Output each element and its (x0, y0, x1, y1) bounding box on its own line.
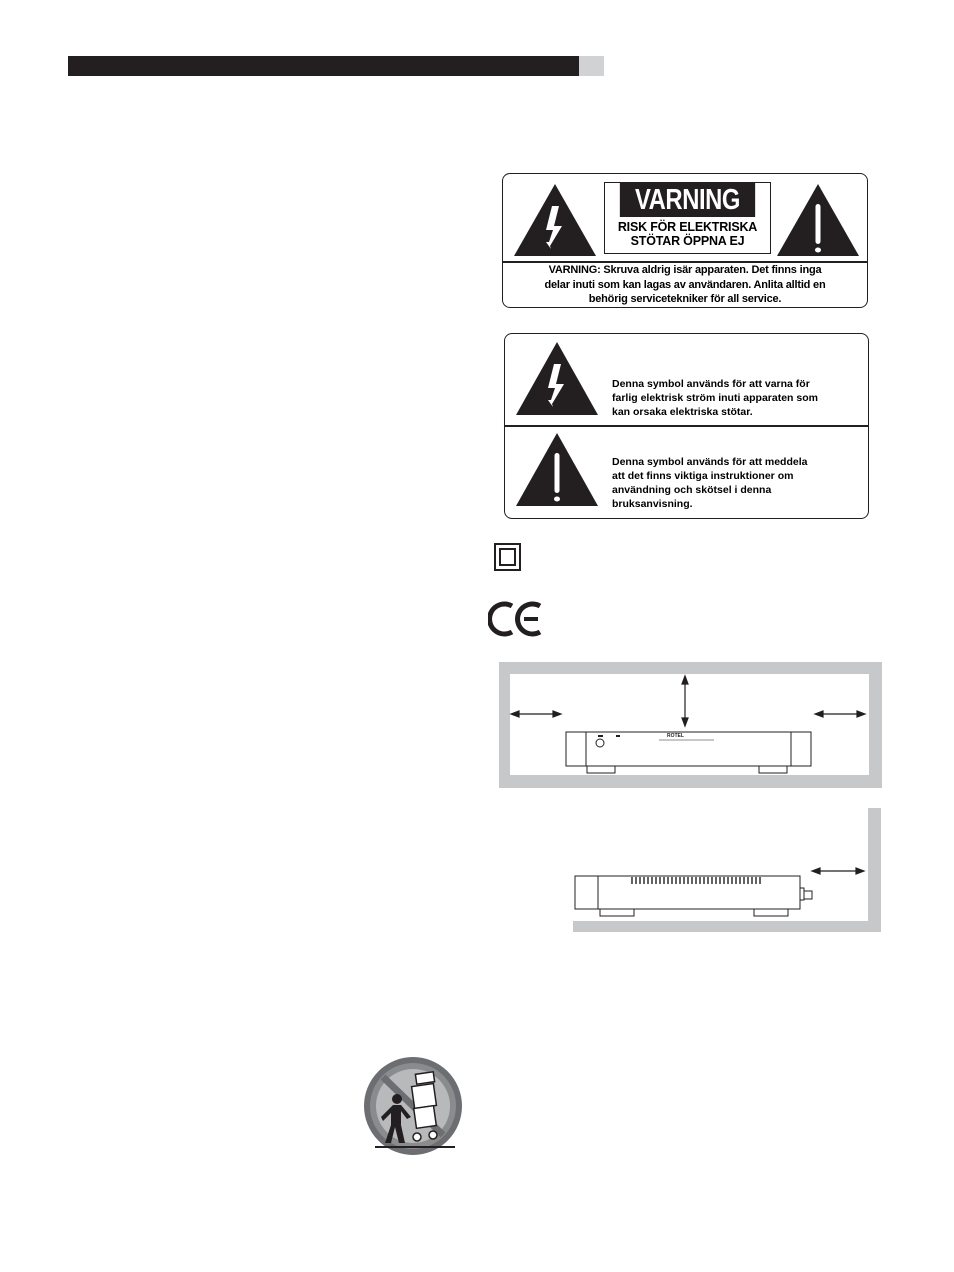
lightning-description-line-1: Denna symbol används för att varna för (612, 378, 810, 390)
exclamation-triangle-icon (775, 182, 861, 258)
warning-text-line-3: behörig servicetekniker för all service. (588, 293, 782, 305)
varning-subtitle-2: STÖTAR ÖPPNA EJ (630, 234, 745, 248)
warning-text (507, 263, 863, 307)
symbol-legend (504, 333, 869, 519)
warning-label (502, 173, 868, 308)
varning-title: VARNING (620, 183, 755, 217)
clearance-arrow-top (682, 676, 688, 726)
lightning-description-line-3: kan orsaka elektriska stötar. (612, 406, 753, 418)
double-insulation-icon (494, 543, 521, 571)
legend-divider (505, 425, 868, 427)
header-tab (579, 56, 604, 76)
exclamation-description-line-1: Denna symbol används för att meddela (612, 456, 808, 468)
varning-subtitle-1: RISK FÖR ELEKTRISKA (617, 220, 758, 234)
exclamation-description-line-3: användning och skötsel i denna (612, 484, 772, 496)
exclamation-description-line-4: bruksanvisning. (612, 498, 693, 510)
no-cart-tipping-icon (361, 1055, 465, 1157)
exclamation-triangle-icon (514, 431, 600, 508)
warning-text-line-1: VARNING: Skruva aldrig isär apparaten. Det finns inga (548, 264, 822, 276)
front-clearance-diagram (499, 662, 882, 788)
lightning-triangle-icon (514, 340, 600, 417)
exclamation-description (612, 455, 862, 511)
amplifier-side (575, 876, 812, 916)
lightning-description (612, 377, 862, 419)
exclamation-description-line-2: att det finns viktiga instruktioner om (612, 470, 794, 482)
ce-mark-icon (488, 600, 544, 638)
varning-box (604, 182, 771, 254)
side-clearance-diagram (570, 808, 882, 933)
clearance-arrow-left (511, 711, 561, 717)
device-brand: ROTEL (667, 733, 684, 739)
amplifier-front (566, 732, 811, 773)
lightning-triangle-icon (512, 182, 598, 258)
clearance-arrow-right (815, 711, 865, 717)
lightning-description-line-2: farlig elektrisk ström inuti apparaten som (612, 392, 818, 404)
clearance-arrow-rear (812, 868, 864, 874)
header-bar (68, 56, 579, 76)
warning-text-line-2: delar inuti som kan lagas av användaren. Anlita alltid en (544, 278, 826, 291)
